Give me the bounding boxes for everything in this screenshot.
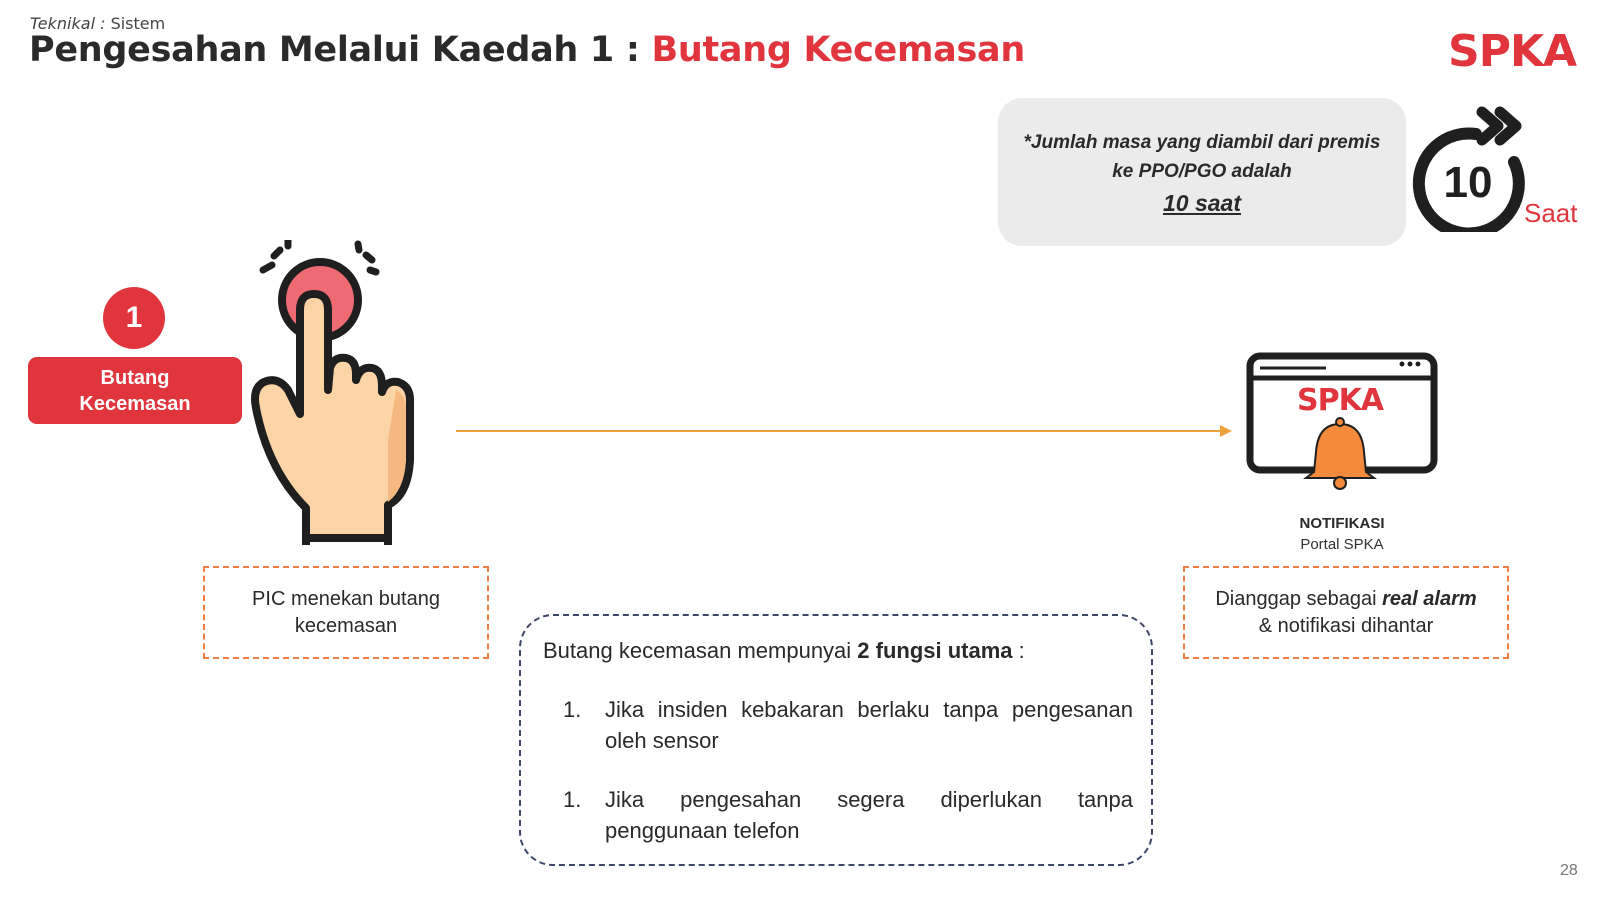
title-accent: Butang Kecemasan xyxy=(651,30,1025,70)
function-item xyxy=(563,694,1133,756)
functions-intro xyxy=(543,638,1025,664)
time-info-line2: ke PPO/PGO adalah xyxy=(1112,161,1292,182)
step-label xyxy=(28,357,242,424)
function-item-text: Jika insiden kebakaran berlaku tanpa pengesanan oleh sensor xyxy=(605,697,1133,753)
kicker-value: Sistem xyxy=(110,14,166,33)
functions-box xyxy=(519,614,1153,866)
function-item-number: 1. xyxy=(563,697,582,722)
step-number-badge: 1 xyxy=(103,287,165,349)
alarm-line1-prefix: Dianggap sebagai xyxy=(1215,588,1377,610)
functions-intro-bold: 2 fungsi utama xyxy=(857,638,1013,663)
alarm-line1 xyxy=(1185,586,1507,613)
time-info-line1: *Jumlah masa yang diambil dari premis xyxy=(1023,132,1381,153)
functions-intro-suffix: : xyxy=(1018,638,1025,663)
page-title xyxy=(29,30,1025,70)
alarm-result-box xyxy=(1183,566,1509,659)
time-info-line3: 10 saat xyxy=(1162,190,1241,216)
page-number: 28 xyxy=(1560,862,1578,879)
hand-press-button-icon xyxy=(248,240,438,550)
function-item-text: Jika pengesahan segera diperlukan tanpa penggunaan telefon xyxy=(605,787,1133,843)
notification-subtitle: Portal SPKA xyxy=(1300,536,1384,553)
timer-unit: Saat xyxy=(1524,198,1578,228)
notification-title: NOTIFIKASI xyxy=(1299,515,1385,532)
timer-number: 10 xyxy=(1443,158,1493,207)
title-main: Pengesahan Melalui Kaedah 1 : xyxy=(29,30,640,70)
functions-intro-prefix: Butang kecemasan mempunyai xyxy=(543,638,852,663)
pic-line1: PIC menekan butang xyxy=(252,588,440,610)
time-info-box xyxy=(998,98,1406,246)
screen-logo: SPKA xyxy=(1296,383,1384,418)
notification-bell-icon xyxy=(1246,352,1438,494)
alarm-line1-emphasis: real alarm xyxy=(1382,588,1477,610)
alarm-line2: & notifikasi dihantar xyxy=(1258,615,1434,637)
function-item-number: 1. xyxy=(563,787,582,812)
pic-line2: kecemasan xyxy=(294,615,398,637)
step-label-line1: Butang xyxy=(100,366,170,389)
timer-icon xyxy=(1410,102,1536,232)
flow-arrow xyxy=(456,424,1232,438)
function-item xyxy=(563,784,1133,846)
step-label-line2: Kecemasan xyxy=(79,392,191,415)
kicker-label: Teknikal : xyxy=(30,14,106,33)
brand-logo: SPKA xyxy=(1448,26,1577,77)
pic-action-box xyxy=(203,566,489,659)
